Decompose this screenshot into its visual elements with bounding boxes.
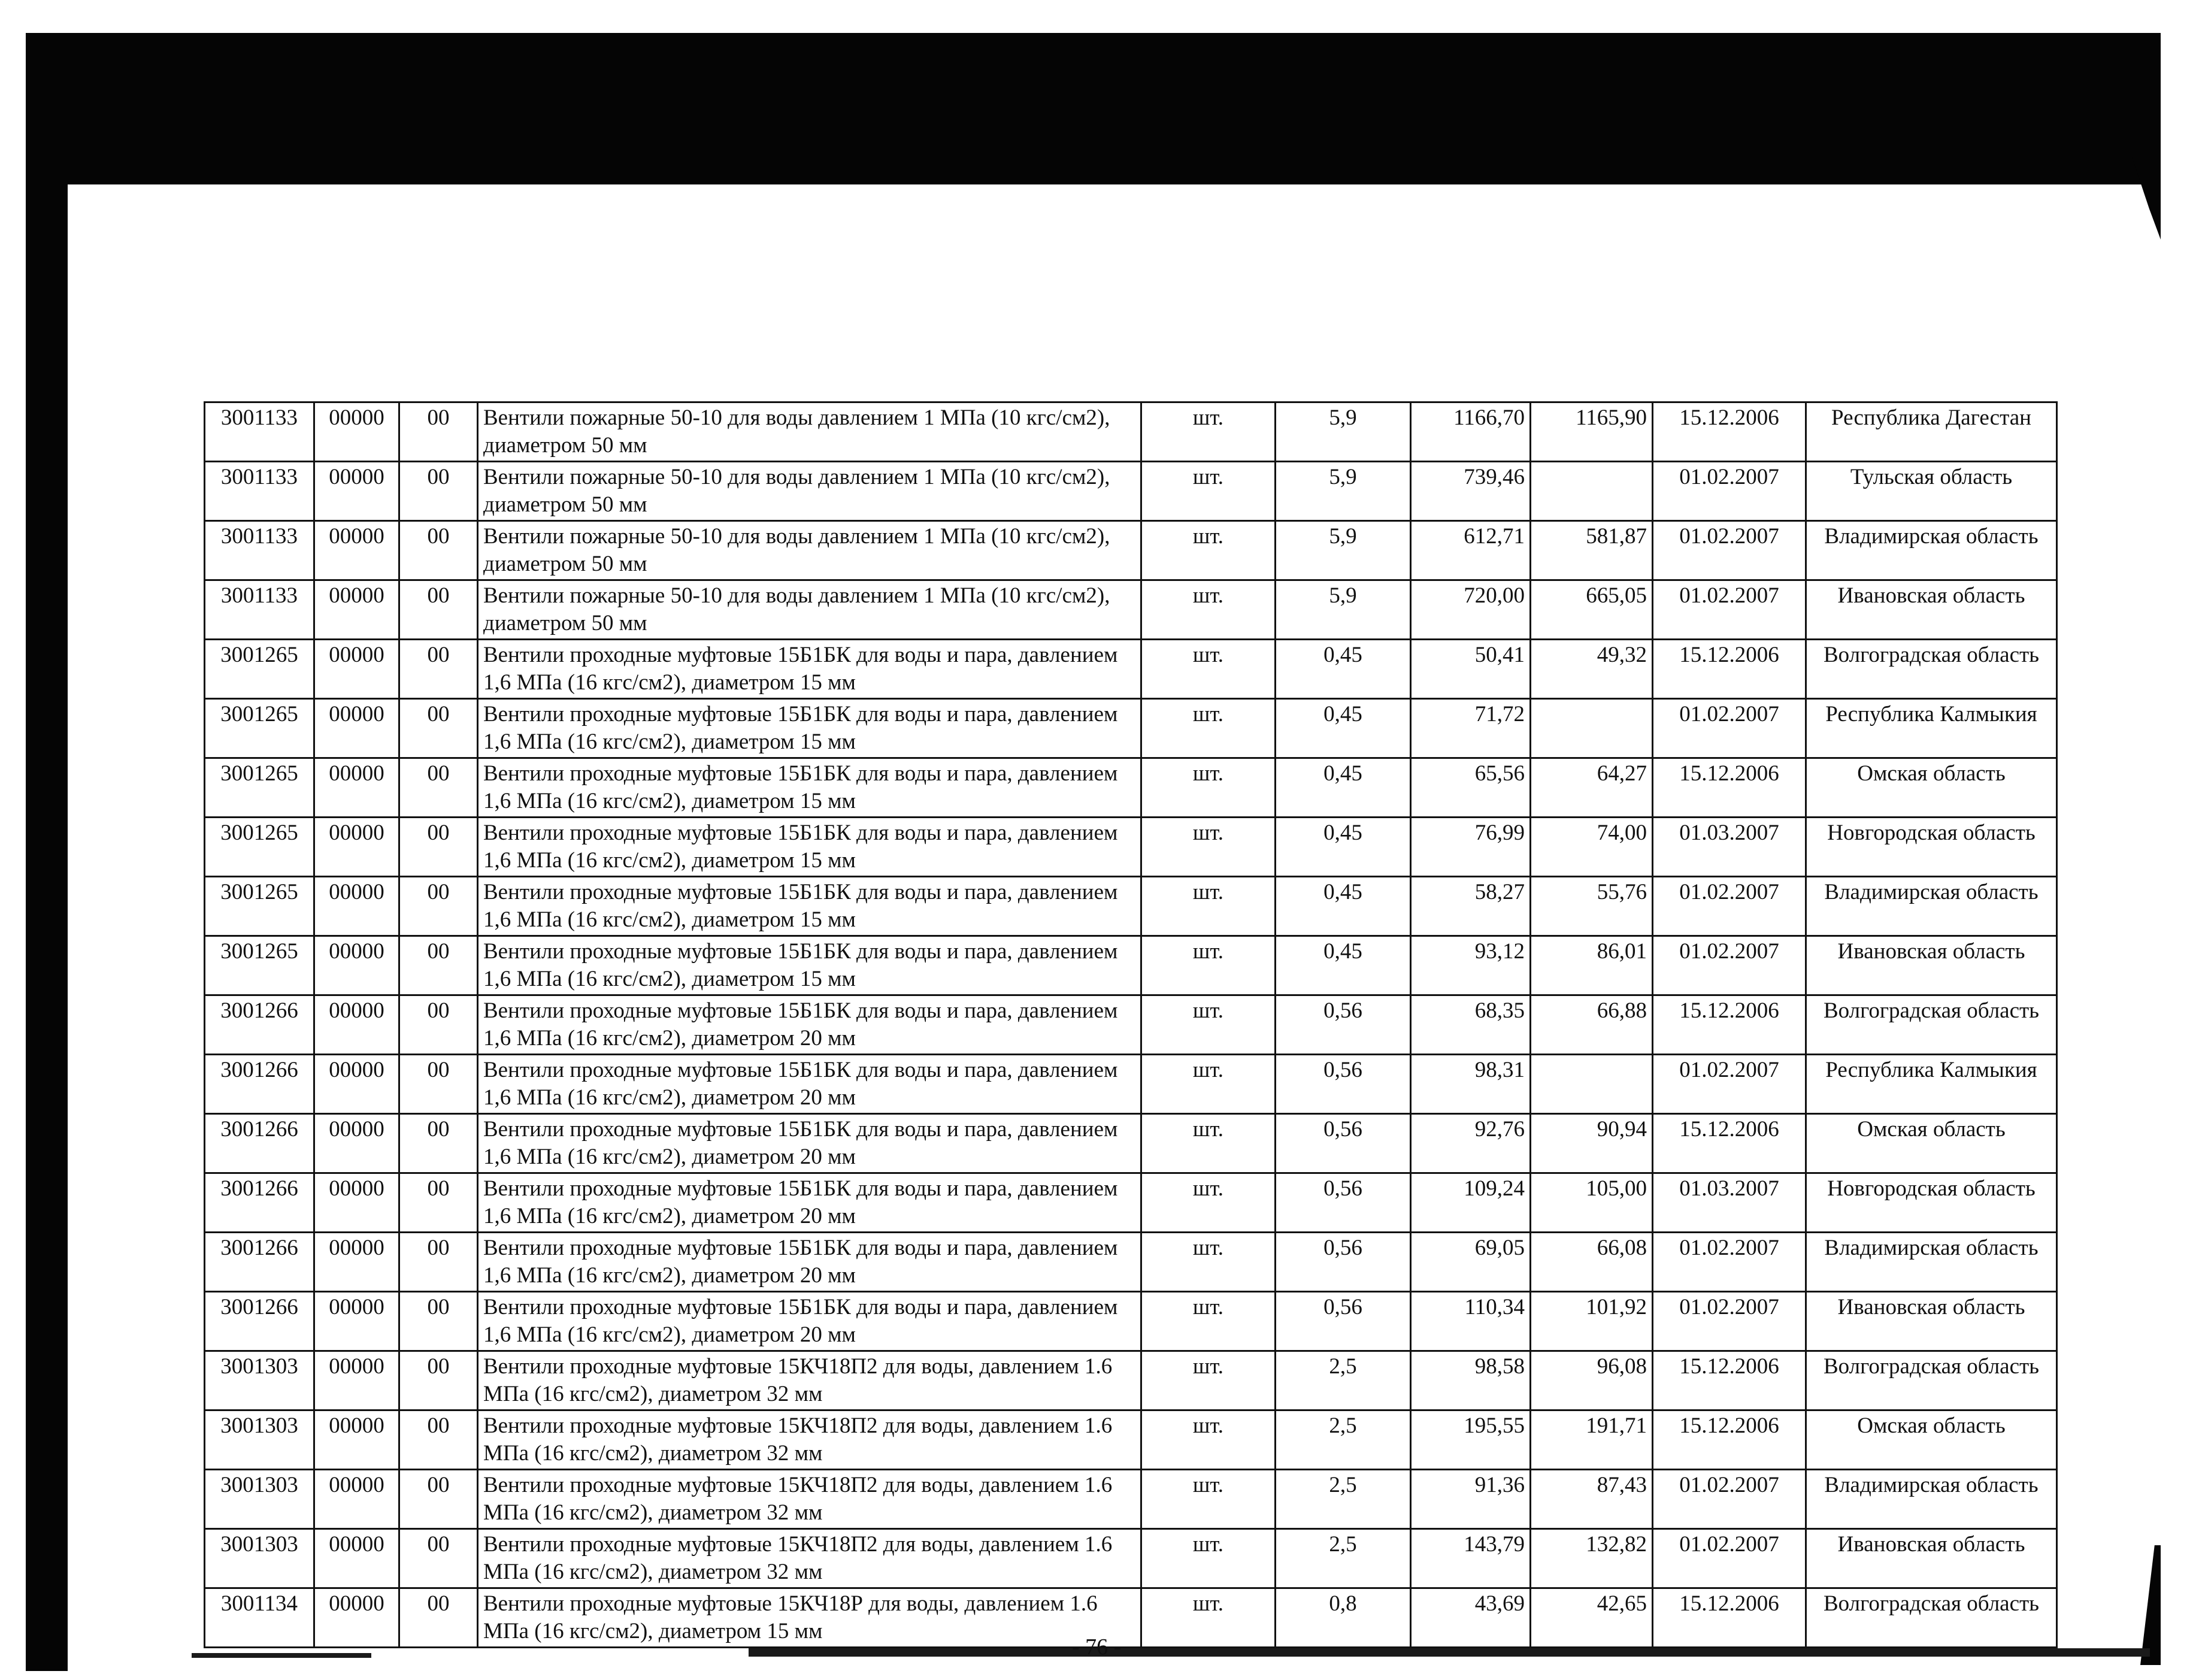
table-row xyxy=(205,521,2057,580)
cell-price-alt: 66,88 xyxy=(1531,995,1653,1055)
cell-date: 01.02.2007 xyxy=(1653,936,1806,995)
cell-weight: 0,45 xyxy=(1276,877,1411,936)
table-row xyxy=(205,1588,2057,1648)
cell-date: 01.03.2007 xyxy=(1653,818,1806,877)
scan-border-bottom xyxy=(749,1648,2150,1657)
cell-price: 91,36 xyxy=(1411,1470,1531,1529)
cell-code: 3001266 xyxy=(205,1292,314,1351)
cell-price: 58,27 xyxy=(1411,877,1531,936)
table-row xyxy=(205,1173,2057,1233)
cell-code: 3001133 xyxy=(205,580,314,640)
cell-name: Вентили пожарные 50-10 для воды давлением 1 МПа (10 кгс/см2), диаметром 50 мм xyxy=(478,580,1141,640)
cell-subcode2: 00 xyxy=(399,1410,478,1470)
cell-subcode2: 00 xyxy=(399,1055,478,1114)
cell-price: 612,71 xyxy=(1411,521,1531,580)
cell-price: 50,41 xyxy=(1411,640,1531,699)
cell-subcode2: 00 xyxy=(399,877,478,936)
cell-region: Омская область xyxy=(1806,758,2057,818)
cell-price: 71,72 xyxy=(1411,699,1531,758)
cell-price: 98,58 xyxy=(1411,1351,1531,1410)
cell-date: 01.02.2007 xyxy=(1653,877,1806,936)
cell-region: Владимирская область xyxy=(1806,1233,2057,1292)
cell-code: 3001133 xyxy=(205,521,314,580)
cell-subcode2: 00 xyxy=(399,1529,478,1588)
cell-weight: 0,56 xyxy=(1276,995,1411,1055)
cell-price-alt: 42,65 xyxy=(1531,1588,1653,1648)
cell-weight: 5,9 xyxy=(1276,402,1411,462)
cell-name: Вентили проходные муфтовые 15КЧ18П2 для воды, давлением 1.6 МПа (16 кгс/см2), диаметром 32 мм xyxy=(478,1351,1141,1410)
cell-price: 65,56 xyxy=(1411,758,1531,818)
cell-weight: 2,5 xyxy=(1276,1470,1411,1529)
cell-unit: шт. xyxy=(1141,1055,1276,1114)
cell-subcode: 00000 xyxy=(314,640,399,699)
cell-subcode: 00000 xyxy=(314,402,399,462)
table-row xyxy=(205,758,2057,818)
cell-code: 3001266 xyxy=(205,995,314,1055)
cell-subcode: 00000 xyxy=(314,1233,399,1292)
cell-subcode2: 00 xyxy=(399,1470,478,1529)
cell-weight: 2,5 xyxy=(1276,1529,1411,1588)
cell-price: 739,46 xyxy=(1411,462,1531,521)
cell-unit: шт. xyxy=(1141,1233,1276,1292)
cell-name: Вентили проходные муфтовые 15Б1БК для воды и пара, давлением 1,6 МПа (16 кгс/см2), диаметром 15 мм xyxy=(478,699,1141,758)
cell-region: Ивановская область xyxy=(1806,1529,2057,1588)
cell-price-alt: 66,08 xyxy=(1531,1233,1653,1292)
cell-price-alt xyxy=(1531,699,1653,758)
cell-unit: шт. xyxy=(1141,1410,1276,1470)
cell-subcode: 00000 xyxy=(314,1055,399,1114)
cell-date: 01.02.2007 xyxy=(1653,462,1806,521)
cell-code: 3001133 xyxy=(205,402,314,462)
scan-border-bottom-left xyxy=(192,1653,371,1658)
cell-subcode: 00000 xyxy=(314,580,399,640)
cell-subcode: 00000 xyxy=(314,1410,399,1470)
cell-unit: шт. xyxy=(1141,995,1276,1055)
cell-name: Вентили проходные муфтовые 15Б1БК для воды и пара, давлением 1,6 МПа (16 кгс/см2), диаметром 20 мм xyxy=(478,995,1141,1055)
table-row xyxy=(205,936,2057,995)
table-row xyxy=(205,1351,2057,1410)
cell-code: 3001303 xyxy=(205,1470,314,1529)
cell-date: 01.03.2007 xyxy=(1653,1173,1806,1233)
cell-unit: шт. xyxy=(1141,1173,1276,1233)
cell-region: Омская область xyxy=(1806,1410,2057,1470)
cell-name: Вентили проходные муфтовые 15Б1БК для воды и пара, давлением 1,6 МПа (16 кгс/см2), диаметром 20 мм xyxy=(478,1173,1141,1233)
cell-unit: шт. xyxy=(1141,936,1276,995)
cell-price-alt: 55,76 xyxy=(1531,877,1653,936)
cell-unit: шт. xyxy=(1141,1114,1276,1173)
table-row xyxy=(205,1529,2057,1588)
cell-date: 15.12.2006 xyxy=(1653,1351,1806,1410)
cell-price-alt: 96,08 xyxy=(1531,1351,1653,1410)
cell-subcode2: 00 xyxy=(399,521,478,580)
cell-name: Вентили пожарные 50-10 для воды давлением 1 МПа (10 кгс/см2), диаметром 50 мм xyxy=(478,521,1141,580)
cell-name: Вентили проходные муфтовые 15Б1БК для воды и пара, давлением 1,6 МПа (16 кгс/см2), диаметром 20 мм xyxy=(478,1055,1141,1114)
cell-weight: 0,45 xyxy=(1276,640,1411,699)
table-row xyxy=(205,699,2057,758)
scan-border-left xyxy=(26,33,68,1671)
table-row xyxy=(205,1292,2057,1351)
cell-name: Вентили проходные муфтовые 15Б1БК для воды и пара, давлением 1,6 МПа (16 кгс/см2), диаметром 15 мм xyxy=(478,818,1141,877)
cell-date: 15.12.2006 xyxy=(1653,1588,1806,1648)
cell-region: Республика Калмыкия xyxy=(1806,1055,2057,1114)
cell-code: 3001266 xyxy=(205,1173,314,1233)
cell-price: 143,79 xyxy=(1411,1529,1531,1588)
cell-code: 3001265 xyxy=(205,758,314,818)
cell-subcode2: 00 xyxy=(399,1173,478,1233)
cell-price-alt: 64,27 xyxy=(1531,758,1653,818)
table-row xyxy=(205,1233,2057,1292)
cell-region: Владимирская область xyxy=(1806,877,2057,936)
cell-date: 01.02.2007 xyxy=(1653,1470,1806,1529)
cell-name: Вентили пожарные 50-10 для воды давлением 1 МПа (10 кгс/см2), диаметром 50 мм xyxy=(478,402,1141,462)
cell-subcode2: 00 xyxy=(399,995,478,1055)
cell-subcode2: 00 xyxy=(399,1351,478,1410)
cell-weight: 0,45 xyxy=(1276,758,1411,818)
cell-region: Омская область xyxy=(1806,1114,2057,1173)
cell-weight: 0,56 xyxy=(1276,1292,1411,1351)
cell-date: 01.02.2007 xyxy=(1653,1529,1806,1588)
cell-subcode2: 00 xyxy=(399,1292,478,1351)
table-row xyxy=(205,995,2057,1055)
cell-unit: шт. xyxy=(1141,402,1276,462)
cell-region: Тульская область xyxy=(1806,462,2057,521)
cell-price-alt: 581,87 xyxy=(1531,521,1653,580)
cell-price-alt: 101,92 xyxy=(1531,1292,1653,1351)
page-number: - 76 - xyxy=(1072,1634,1122,1660)
cell-code: 3001266 xyxy=(205,1055,314,1114)
cell-weight: 5,9 xyxy=(1276,580,1411,640)
cell-unit: шт. xyxy=(1141,758,1276,818)
cell-name: Вентили проходные муфтовые 15Б1БК для воды и пара, давлением 1,6 МПа (16 кгс/см2), диаметром 15 мм xyxy=(478,936,1141,995)
cell-weight: 0,45 xyxy=(1276,818,1411,877)
cell-subcode2: 00 xyxy=(399,640,478,699)
cell-subcode2: 00 xyxy=(399,758,478,818)
cell-region: Ивановская область xyxy=(1806,580,2057,640)
cell-code: 3001265 xyxy=(205,699,314,758)
cell-code: 3001266 xyxy=(205,1233,314,1292)
cell-price-alt: 90,94 xyxy=(1531,1114,1653,1173)
table-body xyxy=(205,402,2057,1648)
cell-weight: 0,45 xyxy=(1276,936,1411,995)
cell-price-alt xyxy=(1531,462,1653,521)
cell-name: Вентили проходные муфтовые 15Б1БК для воды и пара, давлением 1,6 МПа (16 кгс/см2), диаметром 15 мм xyxy=(478,758,1141,818)
cell-price-alt: 87,43 xyxy=(1531,1470,1653,1529)
scan-border-top xyxy=(26,33,2161,184)
cell-region: Новгородская область xyxy=(1806,818,2057,877)
cell-price: 69,05 xyxy=(1411,1233,1531,1292)
cell-code: 3001134 xyxy=(205,1588,314,1648)
table-row xyxy=(205,877,2057,936)
cell-date: 01.02.2007 xyxy=(1653,1233,1806,1292)
cell-region: Владимирская область xyxy=(1806,1470,2057,1529)
cell-price: 43,69 xyxy=(1411,1588,1531,1648)
cell-price-alt: 105,00 xyxy=(1531,1173,1653,1233)
cell-date: 15.12.2006 xyxy=(1653,640,1806,699)
cell-region: Ивановская область xyxy=(1806,936,2057,995)
scan-border-right-lower xyxy=(2140,1545,2161,1665)
table-row xyxy=(205,580,2057,640)
cell-subcode: 00000 xyxy=(314,521,399,580)
cell-region: Республика Дагестан xyxy=(1806,402,2057,462)
price-table xyxy=(204,401,2058,1648)
cell-price: 109,24 xyxy=(1411,1173,1531,1233)
cell-weight: 0,56 xyxy=(1276,1173,1411,1233)
cell-price-alt: 191,71 xyxy=(1531,1410,1653,1470)
cell-region: Волгоградская область xyxy=(1806,1351,2057,1410)
cell-subcode: 00000 xyxy=(314,1292,399,1351)
cell-subcode2: 00 xyxy=(399,699,478,758)
cell-name: Вентили проходные муфтовые 15КЧ18Р для воды, давлением 1.6 МПа (16 кгс/см2), диаметром 15 мм xyxy=(478,1588,1141,1648)
cell-subcode: 00000 xyxy=(314,1470,399,1529)
cell-unit: шт. xyxy=(1141,1529,1276,1588)
cell-unit: шт. xyxy=(1141,699,1276,758)
cell-price-alt: 665,05 xyxy=(1531,580,1653,640)
table-row xyxy=(205,1410,2057,1470)
cell-date: 01.02.2007 xyxy=(1653,580,1806,640)
cell-subcode2: 00 xyxy=(399,818,478,877)
cell-region: Ивановская область xyxy=(1806,1292,2057,1351)
cell-region: Владимирская область xyxy=(1806,521,2057,580)
cell-subcode2: 00 xyxy=(399,1588,478,1648)
cell-price: 110,34 xyxy=(1411,1292,1531,1351)
cell-weight: 5,9 xyxy=(1276,462,1411,521)
cell-weight: 2,5 xyxy=(1276,1410,1411,1470)
cell-code: 3001265 xyxy=(205,640,314,699)
cell-code: 3001303 xyxy=(205,1351,314,1410)
cell-name: Вентили проходные муфтовые 15Б1БК для воды и пара, давлением 1,6 МПа (16 кгс/см2), диаметром 20 мм xyxy=(478,1233,1141,1292)
table-row xyxy=(205,402,2057,462)
cell-unit: шт. xyxy=(1141,521,1276,580)
cell-subcode2: 00 xyxy=(399,1114,478,1173)
cell-unit: шт. xyxy=(1141,580,1276,640)
cell-unit: шт. xyxy=(1141,877,1276,936)
cell-code: 3001133 xyxy=(205,462,314,521)
cell-date: 15.12.2006 xyxy=(1653,1114,1806,1173)
cell-weight: 0,56 xyxy=(1276,1114,1411,1173)
cell-date: 01.02.2007 xyxy=(1653,521,1806,580)
cell-price: 76,99 xyxy=(1411,818,1531,877)
cell-price-alt: 74,00 xyxy=(1531,818,1653,877)
cell-subcode: 00000 xyxy=(314,818,399,877)
cell-price: 98,31 xyxy=(1411,1055,1531,1114)
cell-price-alt xyxy=(1531,1055,1653,1114)
cell-subcode: 00000 xyxy=(314,1114,399,1173)
cell-unit: шт. xyxy=(1141,1351,1276,1410)
cell-date: 01.02.2007 xyxy=(1653,1055,1806,1114)
cell-price: 195,55 xyxy=(1411,1410,1531,1470)
cell-subcode: 00000 xyxy=(314,699,399,758)
table-row xyxy=(205,1055,2057,1114)
table-row xyxy=(205,1470,2057,1529)
cell-name: Вентили проходные муфтовые 15Б1БК для воды и пара, давлением 1,6 МПа (16 кгс/см2), диаметром 20 мм xyxy=(478,1114,1141,1173)
cell-subcode2: 00 xyxy=(399,462,478,521)
cell-weight: 2,5 xyxy=(1276,1351,1411,1410)
cell-code: 3001303 xyxy=(205,1410,314,1470)
cell-region: Волгоградская область xyxy=(1806,1588,2057,1648)
cell-price: 720,00 xyxy=(1411,580,1531,640)
cell-price-alt: 1165,90 xyxy=(1531,402,1653,462)
cell-subcode: 00000 xyxy=(314,1173,399,1233)
scan-border-right xyxy=(2132,33,2161,240)
cell-price: 1166,70 xyxy=(1411,402,1531,462)
cell-name: Вентили проходные муфтовые 15Б1БК для воды и пара, давлением 1,6 МПа (16 кгс/см2), диаметром 20 мм xyxy=(478,1292,1141,1351)
cell-region: Республика Калмыкия xyxy=(1806,699,2057,758)
cell-price: 92,76 xyxy=(1411,1114,1531,1173)
cell-date: 15.12.2006 xyxy=(1653,1410,1806,1470)
cell-subcode2: 00 xyxy=(399,1233,478,1292)
cell-unit: шт. xyxy=(1141,1292,1276,1351)
cell-subcode: 00000 xyxy=(314,1351,399,1410)
cell-region: Новгородская область xyxy=(1806,1173,2057,1233)
cell-date: 15.12.2006 xyxy=(1653,758,1806,818)
cell-subcode: 00000 xyxy=(314,758,399,818)
cell-subcode: 00000 xyxy=(314,936,399,995)
cell-code: 3001303 xyxy=(205,1529,314,1588)
table-row xyxy=(205,1114,2057,1173)
cell-weight: 0,56 xyxy=(1276,1233,1411,1292)
cell-weight: 0,45 xyxy=(1276,699,1411,758)
cell-date: 15.12.2006 xyxy=(1653,995,1806,1055)
cell-price-alt: 86,01 xyxy=(1531,936,1653,995)
cell-weight: 0,56 xyxy=(1276,1055,1411,1114)
cell-code: 3001266 xyxy=(205,1114,314,1173)
cell-code: 3001265 xyxy=(205,936,314,995)
cell-name: Вентили проходные муфтовые 15КЧ18П2 для воды, давлением 1.6 МПа (16 кгс/см2), диаметром 32 мм xyxy=(478,1470,1141,1529)
cell-code: 3001265 xyxy=(205,818,314,877)
cell-weight: 0,8 xyxy=(1276,1588,1411,1648)
cell-unit: шт. xyxy=(1141,462,1276,521)
table-row xyxy=(205,818,2057,877)
cell-subcode: 00000 xyxy=(314,462,399,521)
cell-region: Волгоградская область xyxy=(1806,640,2057,699)
cell-subcode2: 00 xyxy=(399,936,478,995)
cell-subcode2: 00 xyxy=(399,580,478,640)
cell-unit: шт. xyxy=(1141,1470,1276,1529)
cell-code: 3001265 xyxy=(205,877,314,936)
cell-date: 01.02.2007 xyxy=(1653,1292,1806,1351)
cell-price-alt: 132,82 xyxy=(1531,1529,1653,1588)
table-row xyxy=(205,462,2057,521)
cell-subcode: 00000 xyxy=(314,1529,399,1588)
cell-unit: шт. xyxy=(1141,640,1276,699)
cell-date: 01.02.2007 xyxy=(1653,699,1806,758)
cell-price: 68,35 xyxy=(1411,995,1531,1055)
cell-weight: 5,9 xyxy=(1276,521,1411,580)
cell-unit: шт. xyxy=(1141,1588,1276,1648)
cell-subcode: 00000 xyxy=(314,995,399,1055)
cell-name: Вентили пожарные 50-10 для воды давлением 1 МПа (10 кгс/см2), диаметром 50 мм xyxy=(478,462,1141,521)
cell-price-alt: 49,32 xyxy=(1531,640,1653,699)
cell-name: Вентили проходные муфтовые 15КЧ18П2 для воды, давлением 1.6 МПа (16 кгс/см2), диаметром 32 мм xyxy=(478,1410,1141,1470)
table-row xyxy=(205,640,2057,699)
cell-date: 15.12.2006 xyxy=(1653,402,1806,462)
cell-price: 93,12 xyxy=(1411,936,1531,995)
cell-name: Вентили проходные муфтовые 15Б1БК для воды и пара, давлением 1,6 МПа (16 кгс/см2), диаметром 15 мм xyxy=(478,877,1141,936)
cell-name: Вентили проходные муфтовые 15КЧ18П2 для воды, давлением 1.6 МПа (16 кгс/см2), диаметром 32 мм xyxy=(478,1529,1141,1588)
cell-subcode2: 00 xyxy=(399,402,478,462)
cell-region: Волгоградская область xyxy=(1806,995,2057,1055)
cell-subcode: 00000 xyxy=(314,1588,399,1648)
cell-name: Вентили проходные муфтовые 15Б1БК для воды и пара, давлением 1,6 МПа (16 кгс/см2), диаметром 15 мм xyxy=(478,640,1141,699)
cell-unit: шт. xyxy=(1141,818,1276,877)
cell-subcode: 00000 xyxy=(314,877,399,936)
